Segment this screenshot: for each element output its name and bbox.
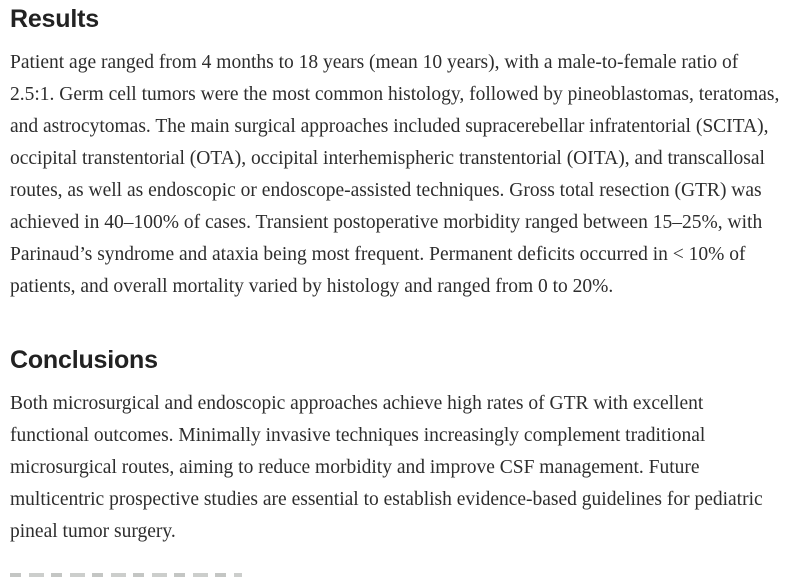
section-conclusions [10,345,781,548]
section-results [10,4,781,303]
results-heading: Results [10,5,99,33]
results-paragraph: Patient age ranged from 4 months to 18 years (mean 10 years), with a male-to-female ratio of 2.5:1. Germ cell tumors were the most common histology, followed by pineoblastomas, teratomas, and astrocytomas. The main surgical approaches included supracerebellar infratentorial (SCITA), occipital transtentorial (OTA), occipital interhemispheric transtentorial (OITA), and transcallosal routes, as well as endoscopic or endoscope-assisted techniques. Gross total resection (GTR) was achieved in 40–100% of cases. Transient postoperative morbidity ranged between 15–25%, with Parinaud’s syndrome and ataxia being most frequent. Permanent deficits occurred in < 10% of patients, and overall mortality varied by histology and ranged from 0 to 20%. [10,52,780,297]
conclusions-paragraph: Both microsurgical and endoscopic approaches achieve high rates of GTR with excellent functional outcomes. Minimally invasive techniques increasingly complement traditional microsurgical routes, aiming to reduce morbidity and improve CSF management. Future multicentric prospective studies are essential to establish evidence-based guidelines for pediatric pineal tumor surgery. [10,393,763,542]
clipped-next-line [10,573,242,577]
conclusions-heading: Conclusions [10,346,158,374]
